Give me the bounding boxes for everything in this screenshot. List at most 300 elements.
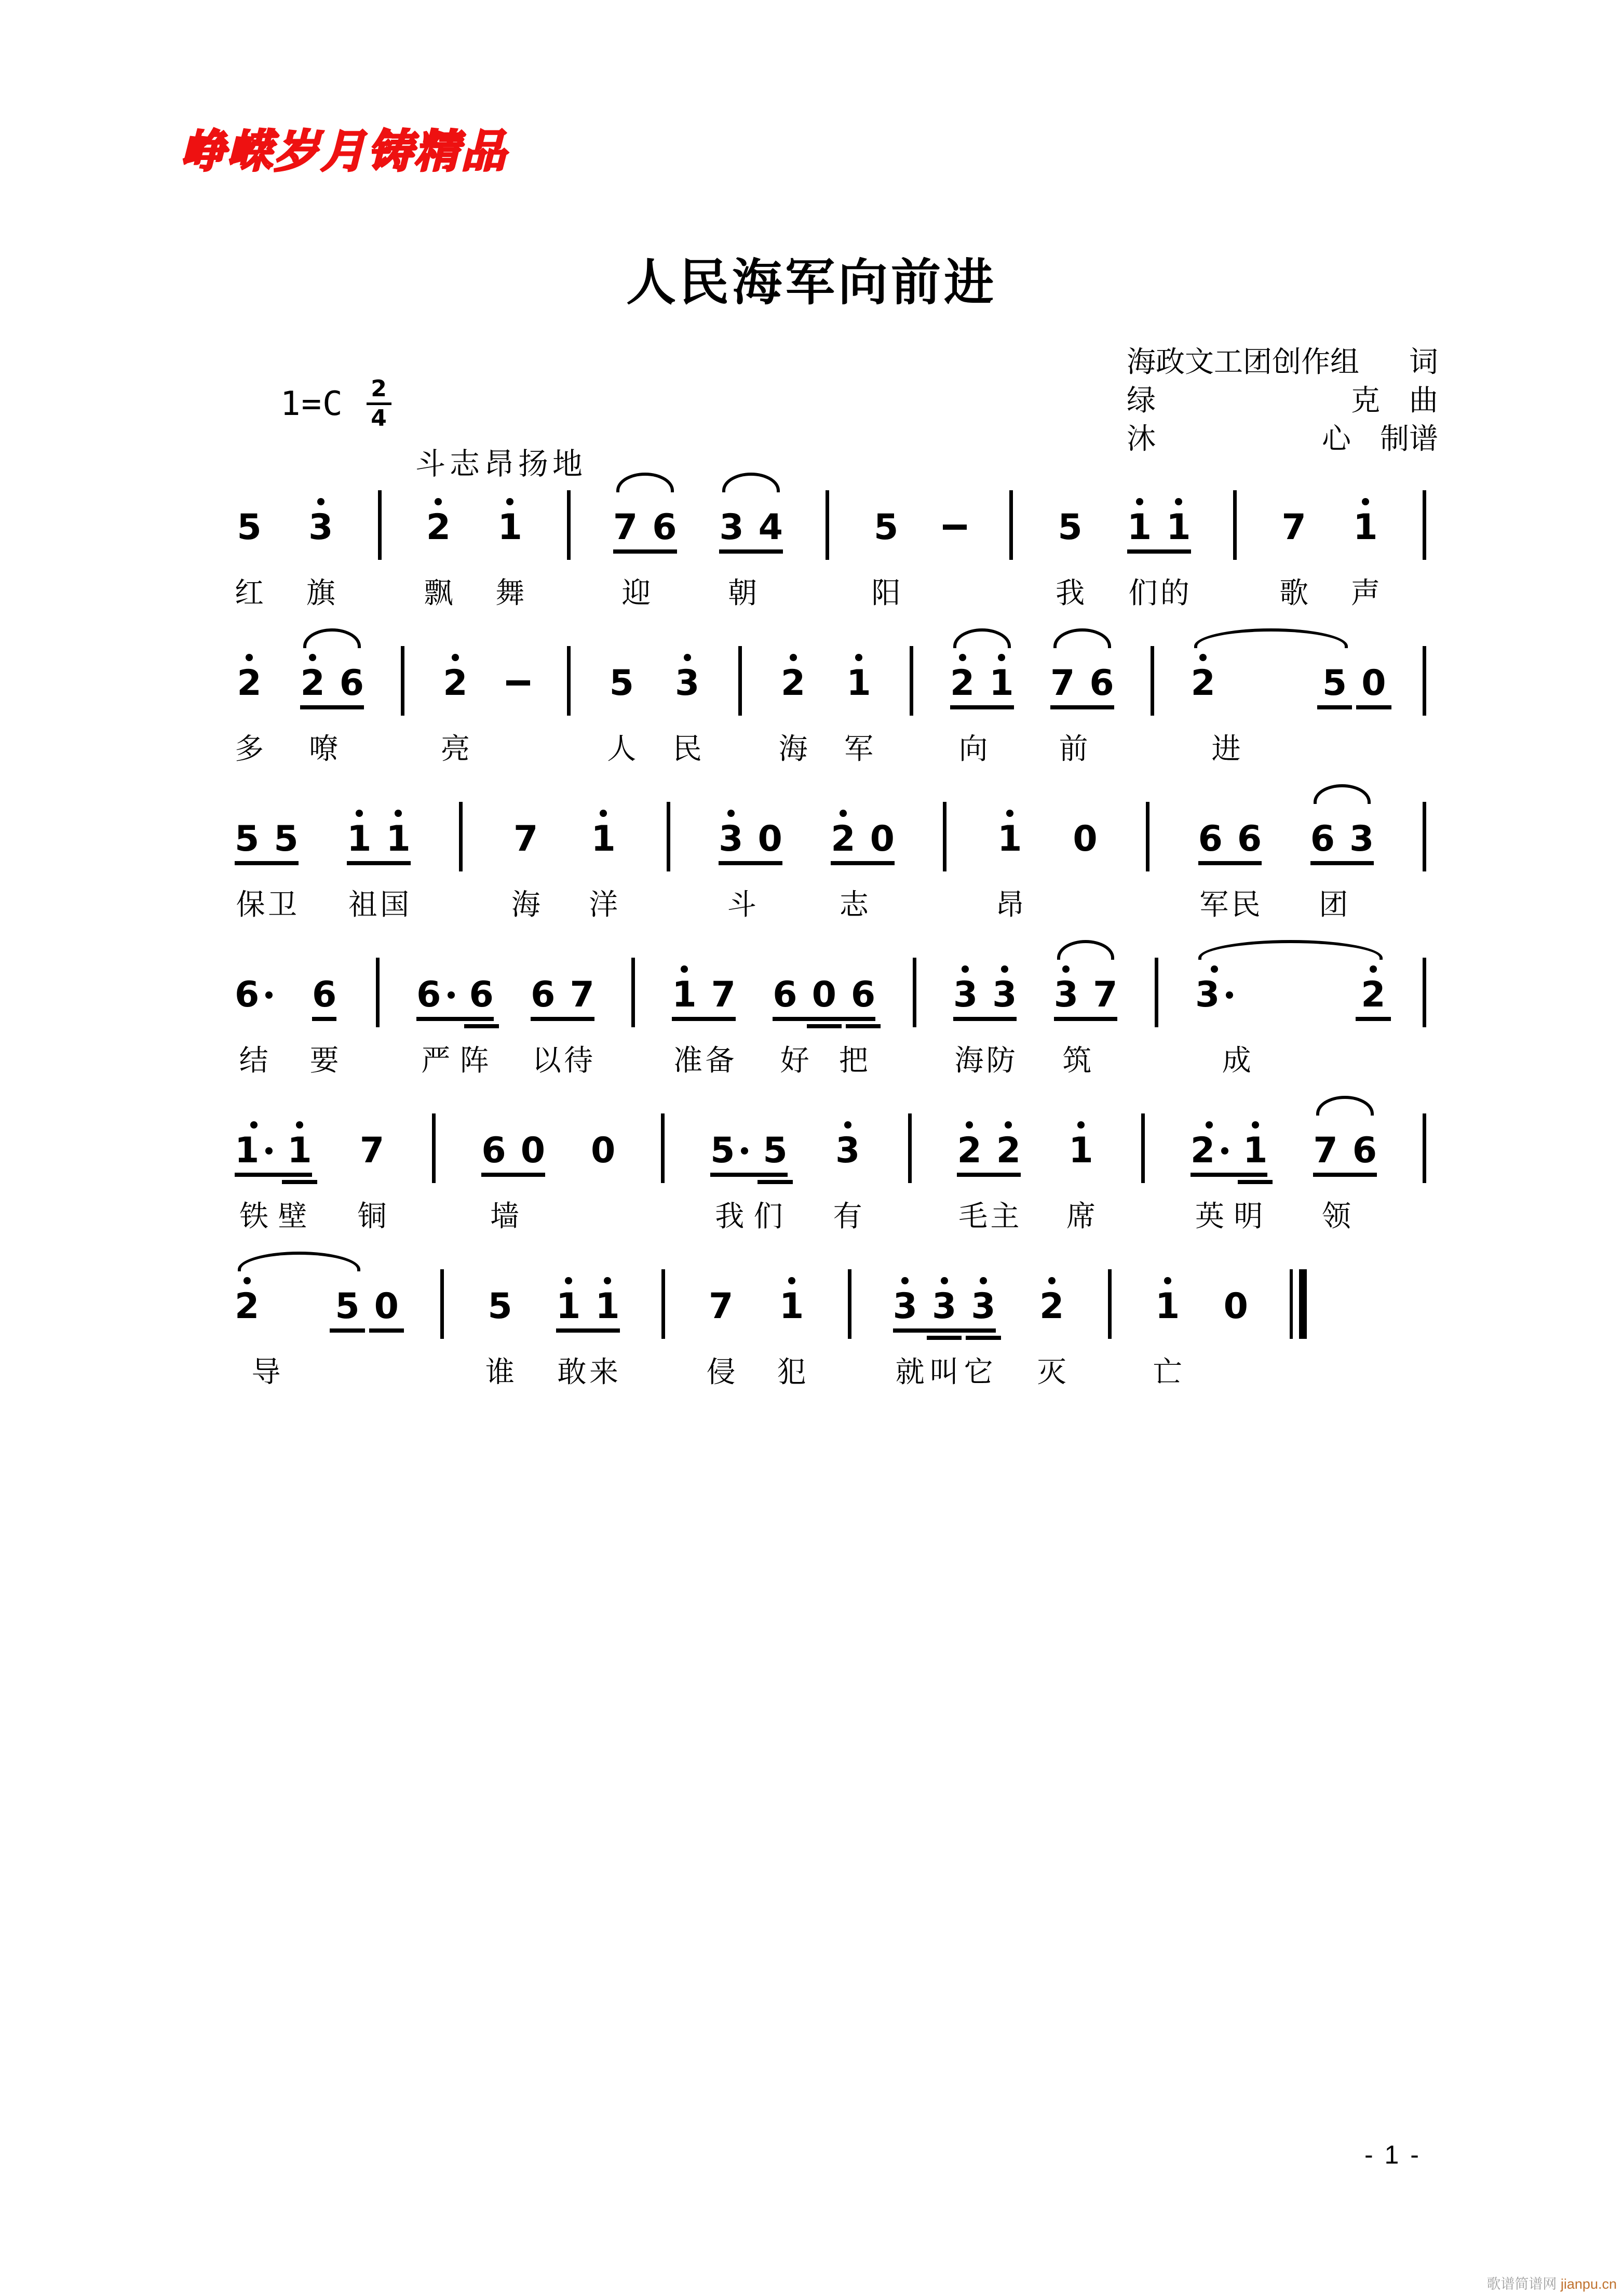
beam-inner	[300, 649, 364, 704]
octave-dot	[435, 498, 442, 505]
slur-arc	[1314, 784, 1371, 804]
octave-dot	[844, 1121, 851, 1129]
music-line-5	[235, 1092, 1426, 1233]
note-digit-row	[312, 974, 337, 1015]
note	[235, 961, 273, 1013]
note-digit-row	[812, 974, 836, 1015]
lyric-part	[459, 882, 463, 915]
note-digit-row	[339, 663, 364, 704]
octave-dot	[1206, 1121, 1213, 1129]
note-inner	[779, 1272, 804, 1327]
beam-inner	[347, 805, 411, 860]
lyric-char: 多	[235, 733, 264, 766]
lyric-part	[773, 1038, 875, 1077]
note-digit: 3	[1349, 818, 1374, 860]
note	[1223, 1272, 1248, 1327]
lyric-part	[591, 1193, 615, 1227]
note-digit: 0	[812, 974, 836, 1015]
credit-lyricist-name: 海政文工团创作组	[1127, 345, 1359, 378]
score-unit	[1053, 961, 1118, 1077]
note-token	[426, 493, 451, 548]
lyric-part	[672, 1038, 736, 1077]
note-digit: 1	[672, 974, 697, 1015]
note	[1058, 493, 1083, 548]
beam-inner	[773, 961, 875, 1013]
octave-dot	[1252, 1121, 1259, 1129]
note-inner	[591, 1117, 615, 1169]
note-token	[488, 1272, 512, 1327]
note-digit-row	[1058, 507, 1083, 548]
score-unit	[1151, 646, 1154, 759]
note-digit: 2	[443, 663, 468, 704]
note-digit: 3	[931, 1286, 957, 1327]
note-inner	[1069, 1117, 1093, 1169]
note-part	[738, 646, 742, 701]
lyric-char: 准	[673, 1045, 702, 1077]
score-unit	[908, 1113, 912, 1227]
note-part	[488, 1272, 512, 1327]
note	[873, 493, 899, 548]
note-inner	[443, 649, 468, 704]
beam-inner	[1310, 805, 1374, 860]
duration-dash	[506, 680, 530, 686]
note-digit: 7	[711, 974, 736, 1015]
lyric-part	[953, 1038, 1017, 1077]
lyric-part	[672, 726, 702, 766]
red-watermark-text: 峥嵘岁月铸精品	[181, 127, 508, 177]
octave-dot	[790, 654, 797, 661]
lyric-char: 的	[1160, 578, 1189, 610]
barline	[848, 1269, 851, 1339]
note	[719, 805, 743, 860]
note-part	[235, 961, 273, 1013]
note-token	[609, 649, 634, 704]
lyric-part	[235, 1193, 312, 1233]
note-part	[401, 646, 404, 701]
beam-inner	[613, 493, 677, 548]
note-inner	[997, 805, 1022, 860]
lyric-part	[1009, 570, 1013, 603]
note	[997, 805, 1022, 860]
note-inner	[873, 493, 899, 548]
octave-dot	[1175, 498, 1182, 505]
lyric-char: 人	[607, 733, 637, 766]
note-token	[497, 493, 522, 548]
note-part	[846, 649, 871, 704]
note	[1322, 649, 1347, 704]
note-digit-row	[1313, 1130, 1338, 1171]
lyric-part	[844, 726, 874, 766]
score-unit	[591, 1117, 615, 1227]
score-unit	[672, 649, 702, 766]
note-digit: 3	[719, 818, 743, 860]
note-digit-row	[469, 974, 494, 1015]
score-unit	[1423, 490, 1426, 603]
note	[1195, 961, 1233, 1013]
barline	[1233, 490, 1237, 560]
lyric-char: 卫	[267, 889, 297, 921]
lyric-char: 它	[964, 1357, 993, 1389]
lyric-part	[376, 1038, 380, 1071]
note-digit-row	[1093, 974, 1118, 1015]
note-part	[719, 493, 783, 548]
note-digit: 2	[235, 1286, 260, 1327]
score-unit	[235, 805, 299, 921]
note-digit-row	[1127, 507, 1152, 548]
note-digit: 1	[595, 1286, 620, 1327]
score-unit	[1141, 1113, 1145, 1227]
note-part	[426, 493, 451, 548]
beam-group	[312, 961, 336, 1013]
note	[469, 961, 494, 1013]
note-part	[1310, 805, 1374, 860]
score-unit	[833, 1117, 862, 1233]
beam-group	[953, 961, 1017, 1013]
lyric-char: 铁	[239, 1201, 269, 1233]
beam-group	[957, 1117, 1021, 1169]
lyric-part	[1108, 1349, 1112, 1382]
note-digit-row	[374, 1286, 399, 1327]
barline	[661, 1269, 665, 1339]
note-token	[675, 649, 700, 704]
note-inner	[609, 649, 634, 704]
score-unit	[1146, 802, 1149, 915]
note-inner	[1073, 805, 1098, 860]
note	[835, 1117, 860, 1169]
lyric-char: 旗	[306, 578, 335, 610]
note-digit: 1	[779, 1286, 804, 1327]
octave-dot	[998, 654, 1005, 661]
note-digit: 1	[287, 1130, 312, 1171]
note-inner	[488, 1272, 512, 1327]
score-unit	[831, 805, 895, 921]
page-number: - 1 -	[1364, 2140, 1421, 2169]
note-digit-row	[780, 663, 806, 704]
note-part	[1313, 1117, 1377, 1169]
augmentation-dot	[265, 1147, 273, 1154]
note	[1191, 1117, 1228, 1169]
note-digit-row	[359, 1130, 385, 1171]
note-part	[300, 649, 364, 704]
note	[675, 649, 700, 704]
augmentation-dot	[741, 1147, 748, 1154]
lyric-char: 亡	[1153, 1357, 1182, 1389]
beam-inner	[1050, 649, 1114, 704]
barline	[1423, 646, 1426, 716]
note	[360, 1117, 384, 1169]
note-digit: 1	[235, 1130, 260, 1171]
note-digit: 6	[1237, 818, 1262, 860]
octave-dot	[317, 498, 324, 505]
note-part	[506, 680, 530, 701]
tempo-marking: 斗志昂扬地	[415, 447, 587, 481]
note-part	[950, 649, 1014, 704]
note-digit: 6	[312, 974, 337, 1015]
score-unit	[300, 649, 364, 766]
lyric-char: 壁	[278, 1201, 307, 1233]
note	[812, 961, 836, 1013]
note	[719, 493, 744, 548]
score-unit	[235, 493, 264, 610]
beam-group	[347, 805, 411, 860]
note	[779, 1272, 804, 1327]
beam-inner	[235, 805, 299, 860]
score-unit	[913, 958, 916, 1071]
note-part	[1423, 646, 1426, 701]
note-digit: 7	[1313, 1130, 1338, 1171]
score-unit	[778, 649, 808, 766]
lyric-char: 阵	[459, 1045, 489, 1077]
lyric-part	[495, 570, 525, 610]
lyric-char: 海	[511, 889, 540, 921]
score-unit	[1423, 958, 1426, 1071]
note-part	[1108, 1269, 1112, 1324]
note-part	[892, 1272, 996, 1327]
note	[488, 1272, 512, 1327]
barline	[1009, 490, 1013, 560]
note	[595, 1272, 620, 1327]
beam-inner	[1313, 1117, 1377, 1169]
note-part	[416, 961, 494, 1013]
note-digit: 1	[386, 818, 411, 860]
note-part	[440, 1269, 444, 1324]
octave-dot	[681, 965, 688, 973]
note-digit: 5	[873, 507, 899, 548]
note-digit-row	[763, 1130, 788, 1171]
score-unit	[672, 961, 736, 1077]
note	[235, 805, 260, 860]
lyric-part	[950, 726, 1014, 766]
lyric-char: 红	[235, 578, 264, 610]
note	[591, 1117, 615, 1169]
score-unit	[531, 961, 594, 1077]
note-digit: 0	[1223, 1286, 1248, 1327]
note	[1127, 493, 1152, 548]
note-digit-row	[513, 818, 538, 860]
score-unit	[706, 1272, 736, 1389]
note-digit-row	[1237, 818, 1262, 860]
note	[416, 961, 454, 1013]
note	[386, 805, 411, 860]
music-line-2	[235, 624, 1426, 766]
lyric-char: 明	[1234, 1201, 1263, 1233]
note	[339, 649, 364, 704]
lyric-char: 声	[1350, 578, 1380, 610]
note-part	[1039, 1272, 1064, 1327]
note-digit-row	[1069, 1130, 1093, 1171]
lyric-char: 主	[990, 1201, 1020, 1233]
beam-group	[613, 493, 677, 548]
score-unit	[1155, 958, 1158, 1071]
note-token	[308, 493, 333, 548]
note-digit: 1	[1353, 507, 1378, 548]
beam-inner	[1191, 649, 1386, 704]
note-digit-row	[520, 1130, 546, 1171]
beam-inner	[953, 961, 1017, 1013]
octave-dot	[452, 654, 459, 661]
credit-composer-name-1: 绿	[1127, 383, 1156, 417]
lyric-part	[1037, 1349, 1066, 1389]
octave-dot	[309, 654, 316, 661]
score-unit	[416, 961, 494, 1077]
note-digit-row	[1310, 818, 1335, 860]
beam-group	[831, 805, 895, 860]
beam-inner	[950, 649, 1014, 704]
octave-dot	[962, 965, 969, 973]
note-part	[591, 805, 616, 860]
note-digit: 3	[835, 1130, 860, 1171]
note	[1039, 1272, 1064, 1327]
note-token	[1069, 1117, 1093, 1169]
note-digit: 7	[1093, 974, 1118, 1015]
lyric-part	[357, 1193, 387, 1233]
score-unit	[1290, 1269, 1307, 1382]
note	[1093, 961, 1117, 1013]
note-digit-row	[846, 663, 871, 704]
note-token	[235, 961, 273, 1013]
note-part	[675, 649, 700, 704]
slur-arc	[1316, 1096, 1374, 1116]
note	[570, 961, 594, 1013]
final-barline-thick	[1299, 1269, 1307, 1339]
beam-inner	[710, 1117, 788, 1169]
lyric-part	[631, 1038, 635, 1071]
note-digit: 1	[1069, 1130, 1093, 1171]
score-unit	[613, 493, 677, 610]
note-digit: 1	[1155, 1286, 1180, 1327]
note-inner	[513, 805, 538, 860]
lyric-char: 昂	[995, 889, 1024, 921]
beam-group	[710, 1117, 788, 1169]
beam-inner	[1195, 961, 1386, 1013]
note-digit: 5	[1322, 663, 1347, 704]
note-part	[826, 490, 829, 545]
beam-group	[719, 493, 783, 548]
score-unit	[1191, 649, 1386, 766]
lyric-part	[1155, 1038, 1158, 1071]
lyric-char: 以	[532, 1045, 561, 1077]
note-part	[1423, 1113, 1426, 1169]
lyric-char: 待	[564, 1045, 593, 1077]
lyric-char: 志	[839, 889, 869, 921]
octave-dot	[788, 1277, 795, 1284]
note-digit: 1	[556, 1286, 581, 1327]
note-part	[481, 1117, 545, 1169]
note	[374, 1272, 399, 1327]
lyric-part	[506, 726, 530, 759]
lyric-part	[1141, 1193, 1145, 1227]
score-unit	[1233, 490, 1237, 603]
note-digit: 2	[780, 663, 806, 704]
note	[312, 961, 336, 1013]
score-unit	[556, 1272, 620, 1389]
note-part	[873, 493, 899, 548]
lyric-part	[1056, 570, 1085, 610]
slur-arc	[238, 1252, 360, 1271]
lyric-part	[710, 1193, 788, 1233]
key-signature	[280, 377, 391, 431]
note-digit-row	[1353, 507, 1378, 548]
note-part	[1155, 1272, 1180, 1327]
beam-inner	[235, 1117, 312, 1169]
note-digit-row	[719, 507, 744, 548]
note-digit-row	[386, 818, 411, 860]
lyric-char: 墙	[490, 1201, 520, 1233]
octave-dot	[941, 1277, 948, 1284]
beam-inner	[481, 1117, 545, 1169]
lyric-part	[1153, 1349, 1182, 1389]
note-digit: 0	[870, 818, 895, 860]
note-digit-row	[274, 818, 299, 860]
score-unit	[667, 802, 670, 915]
score-unit	[1190, 1117, 1268, 1233]
note-token	[1155, 1272, 1180, 1327]
note-digit-row	[1352, 1130, 1377, 1171]
note	[950, 649, 975, 704]
note-part	[661, 1269, 665, 1324]
score-unit	[432, 1113, 436, 1227]
lyric-part	[943, 882, 946, 915]
note	[1166, 493, 1191, 548]
score-unit	[306, 493, 335, 610]
score-unit	[235, 1117, 312, 1233]
note-digit-row	[652, 507, 677, 548]
note-part	[235, 805, 299, 860]
note-digit-row	[992, 974, 1017, 1015]
note-digit: 6	[531, 974, 556, 1015]
note-token	[1223, 1272, 1248, 1327]
note	[953, 961, 978, 1013]
note	[758, 493, 783, 548]
note	[481, 1117, 506, 1169]
note-digit: 1	[997, 818, 1022, 860]
note-digit: 3	[308, 507, 333, 548]
score-unit	[1224, 1272, 1248, 1382]
barline	[826, 490, 829, 560]
lyric-part	[913, 1038, 916, 1071]
lyric-char: 向	[958, 733, 988, 766]
note-part	[312, 961, 336, 1013]
note-digit-row	[488, 1286, 512, 1327]
note-part	[773, 961, 875, 1013]
beam-group	[1310, 805, 1374, 860]
note	[1155, 1272, 1180, 1327]
lyric-part	[1423, 1038, 1426, 1071]
lyric-char: 毛	[958, 1201, 988, 1233]
note-part	[1423, 490, 1426, 545]
beam-inner	[1054, 961, 1118, 1013]
score-unit	[826, 490, 829, 603]
lyric-part	[556, 1349, 620, 1389]
note-token	[846, 649, 871, 704]
octave-dot	[1136, 498, 1143, 505]
note-part	[953, 961, 1017, 1013]
note-part	[779, 1272, 804, 1327]
note-part	[237, 649, 262, 704]
augmentation-dot	[448, 991, 455, 999]
lyric-char: 军	[1199, 889, 1229, 921]
note	[1054, 961, 1078, 1013]
note-digit-row	[758, 507, 783, 548]
score-unit	[710, 1117, 788, 1233]
score-unit	[506, 680, 530, 759]
note-digit-row	[1243, 1130, 1268, 1171]
lyric-char: 筑	[1062, 1045, 1092, 1077]
note-digit-row	[235, 974, 273, 1015]
octave-dot	[966, 1121, 973, 1129]
slur-arc	[722, 473, 780, 492]
lyric-part	[1350, 570, 1380, 610]
